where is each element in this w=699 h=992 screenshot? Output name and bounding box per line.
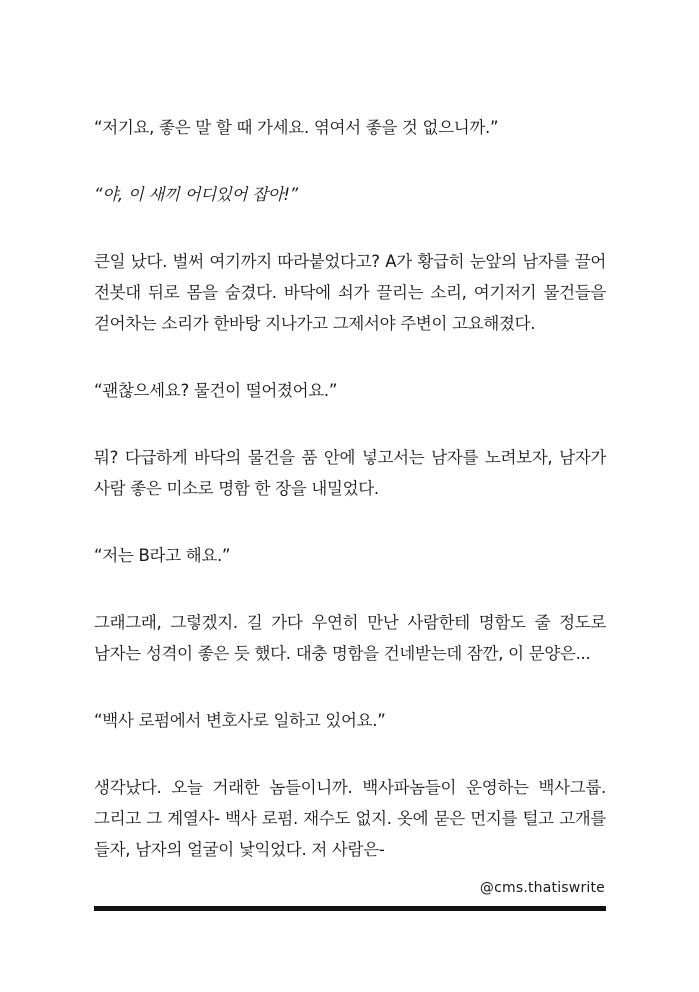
paragraph-8: “백사 로펌에서 변호사로 일하고 있어요.” bbox=[94, 711, 386, 730]
paragraph-7: 그래그래, 그렇겠지. 길 가다 우연히 만난 사람한테 명함도 줄 정도로 남자는 성격이 좋은 듯 했다. 대충 명함을 건네받는데 잠깐, 이 문양은... bbox=[94, 613, 606, 663]
paragraph-4: “괜찮으세요? 물건이 떨어졌어요.” bbox=[94, 381, 338, 400]
author-credit: @cms.thatiswrite bbox=[479, 880, 605, 896]
story-text bbox=[94, 112, 606, 901]
paragraph-5: 뭐? 다급하게 바닥의 물건을 품 안에 넣고서는 남자를 노려보자, 남자가 사람 좋은 미소로 명함 한 장을 내밀었다. bbox=[94, 448, 606, 498]
paragraph-6: “저는 B라고 해요.” bbox=[94, 546, 231, 565]
paragraph-2: “야, 이 새끼 어디있어 잡아!” bbox=[94, 185, 298, 204]
bottom-divider bbox=[94, 906, 606, 911]
paragraph-1: “저기요, 좋은 말 할 때 가세요. 엮여서 좋을 것 없으니까.” bbox=[94, 118, 499, 137]
paragraph-3: 큰일 났다. 벌써 여기까지 따라붙었다고? A가 황급히 눈앞의 남자를 끌어 전봇대 뒤로 몸을 숨겼다. 바닥에 쇠가 끌리는 소리, 여기저기 물건들을 걷어차는 소리가 한바탕 지나가고 그제서야 주변이 고요해졌다. bbox=[94, 252, 606, 333]
paragraph-9: 생각났다. 오늘 거래한 놈들이니까. 백사파놈들이 운영하는 백사그룹. 그리고 그 계열사- 백사 로펌. 재수도 없지. 옷에 묻은 먼지를 털고 고개를 들자, 남자의 얼굴이 낯익었다. 저 사람은- bbox=[94, 778, 606, 859]
